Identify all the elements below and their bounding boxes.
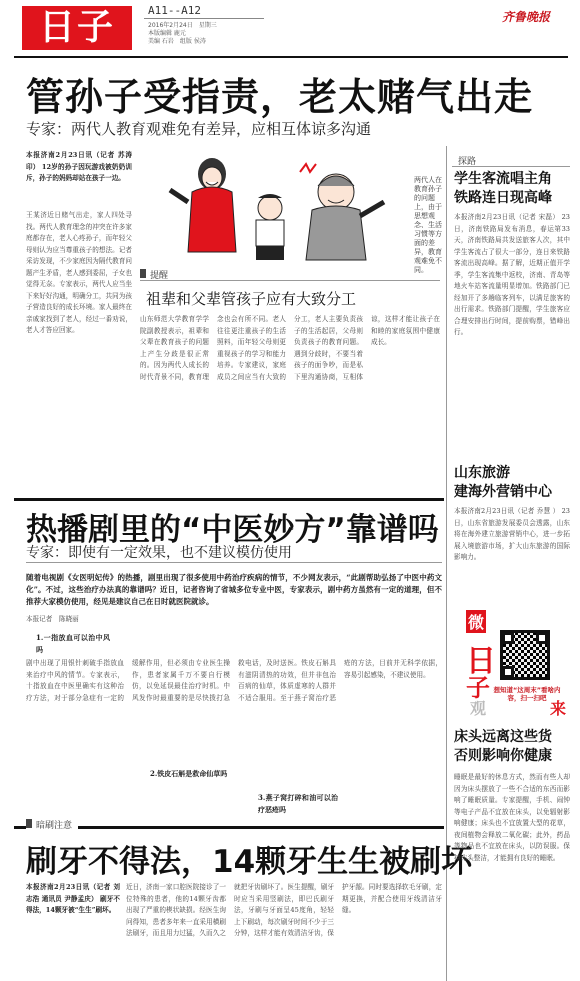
story-divider <box>14 498 444 501</box>
tip-body: 山东师范大学教育学学院副教授表示，祖辈和父辈在教育孩子的问题上产生分歧是很正常的。因为两代人成长的时代背景不同，教育理念也会有所不同。老人往往更注重孩子的生活照料，而年轻父母则更重视孩子的学习和能力培养。专家建议，家庭成员之间应当有大致的分工，老人主要负责孩子的生活起居，父母则负责孩子的教育问题。遇到分歧时，不要当着孩子的面争吵，而是私下里沟通协商，互相体谅，这样才能让孩子在和睦的家庭氛围中健康成长。 <box>140 315 440 381</box>
right-body2: 本报济南2月23日讯（记者 乔慧 ） 23日，山东省旅游发展委员会透露，山东将在海外建立旅游营销中心，进一步拓展入境旅游市场，扩大山东旅游的国际影响力。 <box>454 507 570 561</box>
story2-byline: 本报记者 陈晓丽 <box>26 615 79 623</box>
story1-subhead: 专家：两代人教育观难免有差异，应相互体谅多沟通 <box>26 120 372 138</box>
page-range: A11--A12 <box>148 4 201 17</box>
masthead-rule <box>14 56 568 58</box>
masthead-divider <box>144 18 264 19</box>
story1-body-left: 王某济近日赌气出走，家人四处寻找。两代人教育理念的冲突在许多家庭都存在，老人心疼孙子，而年轻父母则认为应当尊重孩子的想法。记者采访发现，不少家庭因为隔代教育问题产生矛盾，老人感到委屈，子女也觉得无奈。专家表示，两代人应当坐下来好好沟通，明确分工，共同为孩子营造良好的成长环境。家人最终在亲戚家找到了老人，经过一番劝说，老人才答应回家。 <box>26 211 132 334</box>
qr-code-icon[interactable] <box>500 630 550 680</box>
tip-rule <box>140 280 440 281</box>
right-headline1[interactable]: 学生客流唱主角 铁路连日现高峰 <box>454 171 552 206</box>
right-headline3[interactable]: 床头远离这些货 否则影响你健康 <box>454 729 552 764</box>
right-body1: 本报济南2月23日讯（记者 宋磊） 23日，济南铁路局发布消息，春运第33天，济南铁路局共发送旅客人次，其中学生客流占了很大一部分，连日来铁路客流出现高峰。据了解，近期正值开学季，学生客流集中返校，济南、青岛等地火车站客流量明显增加。铁路部门已经加开了多趟临客列车，以满足旅客的出行需求。铁路部门提醒，学生旅客应合理安排出行时间，提前购票，错峰出行。 <box>454 213 570 336</box>
story3-lead: 本报济南2月23日讯（记者 刘志浩 通讯员 尹静孟庆） 刷牙不得法，14颗牙被“生生”刷坏。 <box>26 883 120 914</box>
story3-headline[interactable]: 刷牙不得法，14颗牙生生被刷坏 <box>26 844 473 880</box>
section-logo: 日子 <box>22 6 132 50</box>
story3-body: 近日，济南一家口腔医院接诊了一位特殊的患者，他的14颗牙齿都出现了严重的楔状缺损。经医生询问得知，患者多年来一直采用横刷法刷牙，而且用力过猛，久而久之就把牙齿刷坏了。医生提醒，刷牙时应当采用竖刷法，即巴氏刷牙法，牙刷与牙面呈45度角，轻轻上下刷动，每次刷牙时间不少于三分钟，这样才能有效清洁牙齿，保护牙龈。同时要选择软毛牙刷，定期更换，并配合使用牙线清洁牙缝。 <box>126 883 442 937</box>
story2-item1: 1.一指放血可以治中风吗 <box>36 633 110 654</box>
story3-tag: 暗刷注意 <box>26 818 78 831</box>
masthead <box>0 0 580 58</box>
right-body3: 睡眠是最好的休息方式，然而有些人却因为床头摆放了一些不合适的东西而影响了睡眠质量。专家提醒，手机、闹钟等电子产品不宜放在床头，以免辐射影响健康；床头也不宜放置大型的花草，夜间植物会释放二氧化碳；此外，药品等物品也不宜放在床头，以防误服。保持床头整洁，才能拥有良好的睡眠。 <box>454 773 570 862</box>
story2-item2: 2.铁皮石斛是救命仙草吗 <box>150 769 228 778</box>
tip-tag: 提醒 <box>140 268 168 281</box>
story2-item3: 3.燕子窝打碎和油可以治疗恶疮吗 <box>258 793 338 814</box>
story1-headline[interactable]: 管孙子受指责，老太赌气出走 <box>26 75 534 119</box>
tip-headline[interactable]: 祖辈和父辈管孩子应有大致分工 <box>146 290 357 308</box>
weixin-promo[interactable]: 微 日 子 观 来 想知道“这周末”看啥内容，扫一扫吧 <box>466 610 570 720</box>
newspaper-logo: 齐鲁晚报 <box>501 10 550 24</box>
promo-caption: 想知道“这周末”看啥内容，扫一扫吧 <box>493 686 561 702</box>
right-headline2[interactable]: 山东旅游 建海外营销中心 <box>454 465 552 500</box>
story2-headline[interactable]: 热播剧里的“中医妙方”靠谱吗 <box>26 512 439 548</box>
right-tag: 探路 <box>458 157 477 167</box>
story-divider-2 <box>14 826 444 829</box>
story1-lead: 本报济南2月23日讯（记者 苏涛印） 12岁的孙子因玩游戏被奶奶训斥，孙子的妈妈却站在孩子一边。 <box>26 151 132 182</box>
story1-illustration <box>140 152 414 264</box>
story2-subhead: 专家：即使有一定效果，也不建议模仿使用 <box>26 545 292 561</box>
story2-rule <box>26 562 442 563</box>
right-rule <box>452 166 570 167</box>
story2-body: 剧中出现了用银针刺破手指放血来治疗中风的情节。专家表示，十指放血在中医里确实有这种治疗方法，对于部分急症有一定的缓解作用，但必须由专业医生操作，患者家属千万不要自行模仿，以免延误最佳治疗时机。中风发作时最重要的是尽快拨打急救电话，及时送医。铁皮石斛具有滋阴清热的功效，但并非包治百病的仙草，体质虚寒的人群并不适合服用。至于燕子窝治疗恶疮的方法，目前并无科学依据，容易引起感染，不建议使用。 <box>26 659 442 702</box>
family-cartoon-icon <box>140 152 414 264</box>
edition-info: 2016年2月24日 星期三 本版编辑 鹿元 美编 石岩 组版 侯涛 <box>148 22 217 45</box>
illustration-caption: 两代人在教育孙子的问题上，由于思想观念、生活习惯等方面的差异，教育观难免不同。 <box>414 176 442 274</box>
story2-lead: 随着电视剧《女医明妃传》的热播，剧里出现了很多使用中药治疗疾病的情节，不少网友表示，“此剧帮助弘扬了中医中药文化”。不过，这些治疗办法真的靠谱吗？近日，记者咨询了省城多位专业中医，专家表示，剧中药方虽然有一定的道理，但不推荐大家模仿使用，经见是建议自己在日时就医院就诊。 <box>26 573 442 606</box>
